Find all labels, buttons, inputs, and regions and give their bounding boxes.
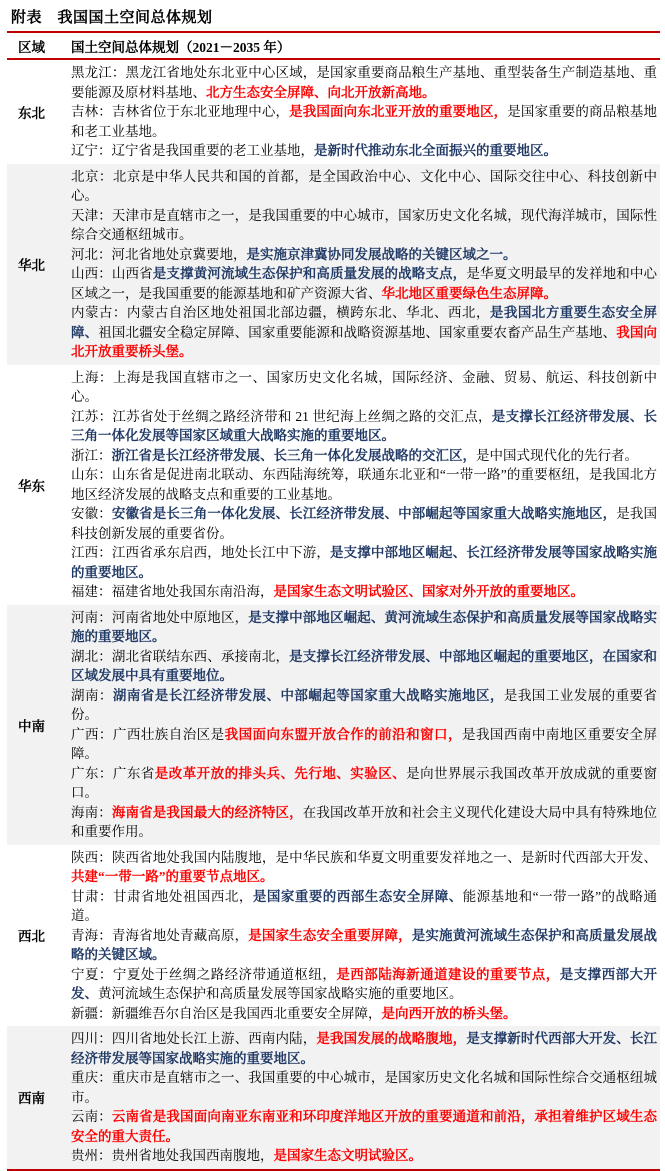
- page-title: 附表 我国国土空间总体规划: [11, 10, 213, 26]
- province-entry: [71, 686, 657, 725]
- text-segment: 海南省是我国最大的经济特区，: [111, 804, 303, 820]
- province-entry: [71, 368, 657, 407]
- text-segment: 海南：: [71, 804, 112, 820]
- province-entry: [71, 167, 657, 206]
- region-entries: [71, 605, 660, 845]
- region-entries: [71, 164, 660, 365]
- text-segment: 是支撑中部地区崛起、黄河流域生态保护和高质量发展等国家战略实施的重要地区。: [71, 609, 657, 644]
- text-segment: 河北：河北省地处京冀要地，: [71, 246, 247, 262]
- region-name: 西北: [18, 929, 45, 945]
- text-segment: 我国向北开放重要桥头堡。: [71, 324, 658, 359]
- column-header-plan: 国土空间总体规划（2021－2035 年）: [71, 40, 291, 55]
- text-segment: 新疆：新疆维吾尔自治区是我国西北重要安全屏障，: [71, 1005, 382, 1021]
- province-entry: [71, 725, 657, 764]
- text-segment: 重庆：重庆市是直辖市之一、我国重要的中心城市，是国家历史文化名城和国际性综合交通枢纽城市。: [71, 1070, 657, 1105]
- text-segment: 是我国西南中南地区重要安全屏障。: [71, 726, 658, 761]
- text-segment: 是向西开放的桥头堡。: [381, 1005, 517, 1021]
- province-entry: [71, 608, 657, 647]
- text-segment: 是国家生态文明试验区、国家对外开放的重要地区。: [273, 584, 584, 599]
- province-entry: [71, 926, 657, 965]
- region-entries: [71, 60, 660, 164]
- bottom-red-rule: [7, 1169, 660, 1171]
- region-entries: [71, 845, 660, 1027]
- text-segment: 安徽：: [71, 506, 112, 521]
- text-segment: 北京：北京是中华人民共和国的首都，是全国政治中心、文化中心、国际交往中心、科技创新中心。: [71, 168, 657, 203]
- province-entry: [71, 407, 657, 446]
- province-entry: [71, 1068, 657, 1107]
- province-entry: [71, 102, 657, 141]
- text-segment: 湖南：: [71, 687, 113, 703]
- text-segment: 是西部陆海新通道建设的重要节点，: [336, 966, 560, 982]
- province-entry: [71, 1004, 657, 1024]
- text-segment: 是新时代推动东北全面振兴的重要地区。: [314, 143, 557, 158]
- region-name: 华北: [18, 258, 45, 273]
- text-segment: 贵州：贵州省地处我国西南腹地，: [71, 1148, 274, 1163]
- text-segment: 是我国面向东北亚开放的重要地区，: [289, 104, 508, 119]
- text-segment: 华北地区重要绿色生态屏障。: [381, 285, 557, 301]
- province-entry: [71, 803, 657, 842]
- text-segment: 是国家重要的西部生态安全屏障、: [252, 888, 463, 904]
- region-name: 华东: [18, 478, 45, 494]
- text-segment: 湖北：湖北省联结东西、承接南北，: [71, 648, 290, 664]
- province-entry: [71, 504, 657, 543]
- text-segment: 是实施京津冀协同发展战略的关键区域之一。: [246, 246, 517, 262]
- province-entry: [71, 1107, 657, 1146]
- text-segment: 黑龙江：黑龙江省地处东北亚中心区域，是国家重要商品粮生产基地、重型装备生产制造基地、重要能源及原材料基地、: [71, 65, 657, 100]
- province-entry: [71, 764, 657, 803]
- text-segment: 江西：江西省承东启西，地处长江中下游，: [71, 545, 330, 560]
- province-entry: [71, 887, 657, 926]
- text-segment: 是实施黄河流域生态保护和高质量发展战略的关键区域。: [71, 927, 658, 962]
- text-segment: 广东：广东省: [71, 765, 155, 781]
- region-row: [7, 845, 660, 1027]
- text-segment: 是华夏文明最早的发祥地和中心区域之一，是我国重要的能源基地和矿产资源大省、: [71, 266, 658, 301]
- text-segment: 山西：山西省: [71, 266, 153, 281]
- text-segment: 是我国发展的战略腹地，: [316, 1031, 467, 1046]
- text-segment: 祖国北疆安全稳定屏障、国家重要能源和战略资源基地、国家重要农畜产品生产基地、: [98, 324, 617, 340]
- text-segment: 是国家重要的商品粮基地和老工业基地。: [71, 104, 658, 139]
- text-segment: 是支撑中部地区崛起、长江经济带发展等国家战略实施的重要地区。: [71, 545, 658, 580]
- province-entry: [71, 647, 657, 686]
- text-segment: 湖南省是长江经济带发展、中部崛起等国家重大战略实施地区，: [112, 687, 504, 703]
- text-segment: 吉林：吉林省位于东北亚地理中心，: [71, 104, 290, 119]
- province-entry: [71, 206, 657, 245]
- province-entry: [71, 63, 657, 102]
- region-row: [7, 605, 660, 845]
- province-entry: [71, 1029, 657, 1068]
- text-segment: 是我国科技创新发展的重要省份。: [71, 506, 658, 541]
- province-entry: [71, 848, 657, 887]
- text-segment: 是中国式现代化的先行者。: [476, 447, 638, 463]
- text-segment: 山东：山东省是促进南北联动、东西陆海统筹，联通东北亚和“一带一路”的重要枢纽，是我国北方地区经济发展的战略支点和重要的工业基地。: [71, 467, 657, 502]
- region-name: 西南: [18, 1091, 45, 1107]
- province-entry: [71, 303, 657, 362]
- table-header-row: [7, 33, 660, 58]
- text-segment: 福建：福建省地处我国东南沿海，: [71, 584, 274, 599]
- text-segment: 上海：上海是我国直辖市之一、国家历史文化名城，国际经济、金融、贸易、航运、科技创新中心。: [71, 369, 657, 404]
- region-row: [7, 365, 660, 605]
- text-segment: 是改革开放的排头兵、先行地、实验区、: [154, 765, 407, 781]
- column-header-region: 区域: [18, 40, 45, 55]
- province-entry: [71, 582, 657, 602]
- province-entry: [71, 1146, 657, 1166]
- text-segment: 黄河流域生态保护和高质量发展等国家战略实施的重要地区。: [98, 986, 463, 1001]
- text-segment: 甘肃：甘肃省地处祖国西北，: [71, 888, 253, 904]
- province-entry: [71, 543, 657, 582]
- text-segment: 是我国工业发展的重要省份。: [71, 687, 658, 722]
- regions-body: [7, 60, 660, 1169]
- region-row: [7, 60, 660, 164]
- text-segment: 是我国北方重要生态安全屏障、: [71, 305, 658, 340]
- text-segment: 陕西：陕西省地处我国内陆腹地，是中华民族和华夏文明重要发祥地之一、是新时代西部大开发、: [71, 849, 657, 865]
- province-entry: [71, 264, 657, 303]
- text-segment: 是支撑黄河流域生态保护和高质量发展的战略支点，: [152, 266, 467, 281]
- text-segment: 辽宁：辽宁省是我国重要的老工业基地，: [71, 143, 314, 158]
- region-entries: [71, 365, 660, 605]
- text-segment: 内蒙古：内蒙古自治区地处祖国北部边疆，横跨东北、华北、西北，: [71, 305, 490, 320]
- text-segment: 四川：四川省地处长江上游、西南内陆，: [71, 1031, 317, 1046]
- region-entries: [71, 1026, 660, 1169]
- text-segment: 河南：河南省地处中原地区，: [71, 609, 249, 625]
- text-segment: 在我国改革开放和社会主义现代化建设大局中具有特殊地位和重要作用。: [71, 804, 658, 839]
- text-segment: 是支撑长江经济带发展、长三角一体化发展等国家区域重大战略实施的重要地区。: [71, 408, 658, 443]
- text-segment: 江苏：江苏省处于丝绸之路经济带和 21 世纪海上丝绸之路的交汇点，: [71, 408, 492, 424]
- province-entry: [71, 245, 657, 265]
- text-segment: 北方生态安全屏障、向北开放新高地。: [206, 84, 436, 100]
- province-entry: [71, 141, 657, 161]
- region-row: [7, 164, 660, 365]
- text-segment: 是支撑长江经济带发展、中部地区崛起的重要地区，在国家和区域发展中具有重要地位。: [71, 648, 658, 683]
- region-name: 东北: [18, 105, 45, 121]
- text-segment: 宁夏：宁夏处于丝绸之路经济带通道枢纽，: [71, 966, 337, 982]
- text-segment: 云南：: [71, 1109, 112, 1124]
- text-segment: 是支撑西部大开发、: [71, 966, 658, 1001]
- text-segment: 能源基地和“一带一路”的战略通道。: [71, 888, 658, 923]
- text-segment: 安徽省是长三角一体化发展、长江经济带发展、中部崛起等国家重大战略实施地区，: [111, 506, 617, 521]
- text-segment: 浙江省是长江经济带发展、长三角一体化发展战略的交汇区，: [111, 447, 476, 463]
- region-name: 中南: [18, 718, 45, 734]
- text-segment: 是国家生态安全重要屏障，: [248, 927, 412, 943]
- text-segment: 是向世界展示我国改革开放成就的重要窗口。: [71, 765, 658, 800]
- text-segment: 是支撑新时代西部大开发、长江经济带发展等国家战略实施的重要地区。: [71, 1031, 658, 1066]
- province-entry: [71, 446, 657, 466]
- province-entry: [71, 965, 657, 1004]
- text-segment: 天津：天津市是直辖市之一，是我国重要的中心城市，国家历史文化名城，现代海洋城市，国际性综合交通枢纽城市。: [71, 207, 657, 242]
- text-segment: 是国家生态文明试验区。: [273, 1148, 422, 1163]
- text-segment: 广西：广西壮族自治区是: [71, 726, 225, 742]
- text-segment: 共建“一带一路”的重要节点地区。: [71, 869, 274, 884]
- text-segment: 云南省是我国面向南亚东南亚和环印度洋地区开放的重要通道和前沿，承担着维护区域生态安全的重大责任。: [71, 1109, 658, 1144]
- province-entry: [71, 465, 657, 504]
- text-segment: 我国面向东盟开放合作的前沿和窗口，: [224, 726, 462, 742]
- text-segment: 浙江：: [71, 447, 112, 463]
- region-row: [7, 1026, 660, 1169]
- text-segment: 青海：青海省地处青藏高原，: [71, 927, 249, 943]
